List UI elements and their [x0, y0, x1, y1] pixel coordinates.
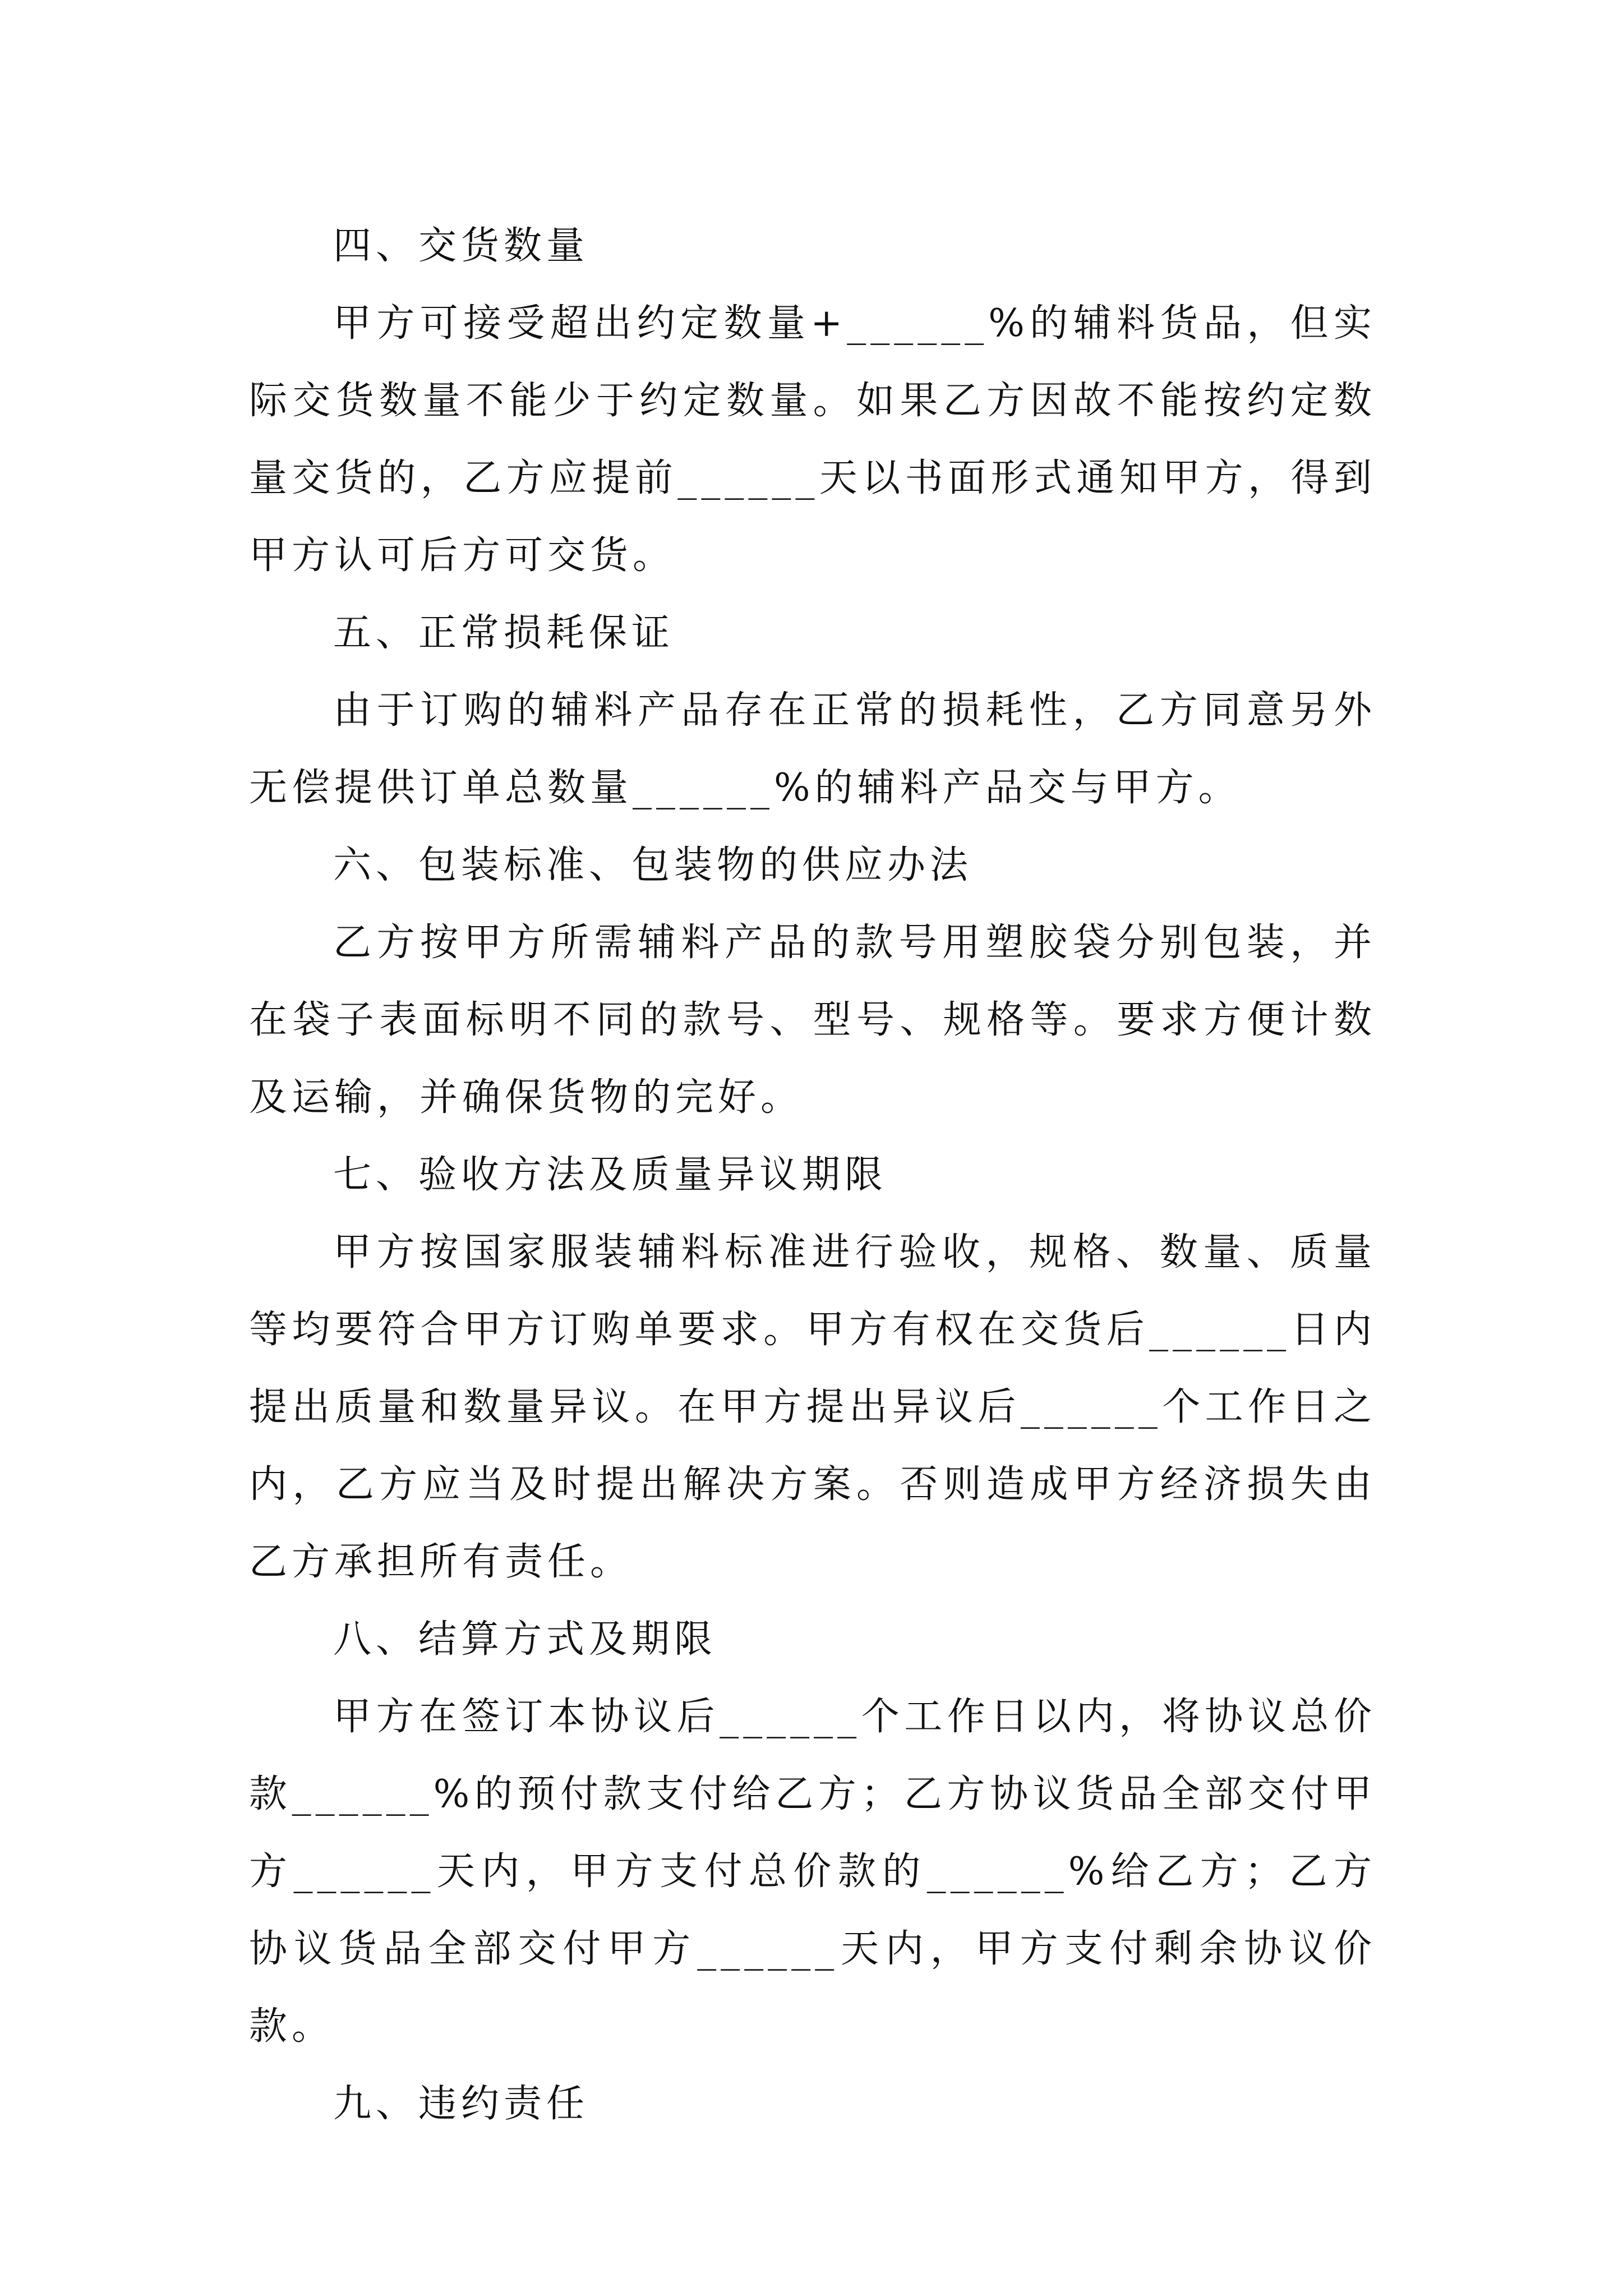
section-heading-settlement: 八、结算方式及期限	[333, 1617, 717, 1662]
section-body-delivery-quantity: 甲方可接受超出约定数量+______%的辅料货品，但实际交货数量不能少于约定数量。如果乙方因故不能按约定数量交货的，乙方应提前______天以书面形式通知甲方，得到甲方认可后方可交货。	[249, 301, 1376, 578]
section-body-settlement: 甲方在签订本协议后______个工作日以内，将协议总价款______%的预付款支付给乙方；乙方协议货品全部交付甲方______天内，甲方支付总价款的______%给乙方；乙方协议货品全部交付甲方______天内，甲方支付剩余协议价款。	[249, 1695, 1376, 2049]
section-heading-packaging: 六、包装标准、包装物的供应办法	[333, 843, 973, 887]
section-heading-acceptance: 七、验收方法及质量异议期限	[333, 1153, 888, 1197]
section-body-packaging: 乙方按甲方所需辅料产品的款号用塑胶袋分别包装，并在袋子表面标明不同的款号、型号、规格等。要求方便计数及运输，并确保货物的完好。	[249, 921, 1376, 1120]
section-heading-normal-loss: 五、正常损耗保证	[333, 611, 675, 655]
section-body-normal-loss: 由于订购的辅料产品存在正常的损耗性，乙方同意另外无偿提供订单总数量______%的辅料产品交与甲方。	[249, 688, 1376, 810]
section-heading-liability: 九、违约责任	[333, 2082, 589, 2126]
section-heading-delivery-quantity: 四、交货数量	[333, 224, 589, 268]
document-body	[249, 208, 1376, 2143]
section-body-acceptance: 甲方按国家服装辅料标准进行验收，规格、数量、质量等均要符合甲方订购单要求。甲方有权在交货后______日内提出质量和数量异议。在甲方提出异议后______个工作日之内，乙方应当及时提出解决方案。否则造成甲方经济损失由乙方承担所有责任。	[249, 1230, 1376, 1584]
